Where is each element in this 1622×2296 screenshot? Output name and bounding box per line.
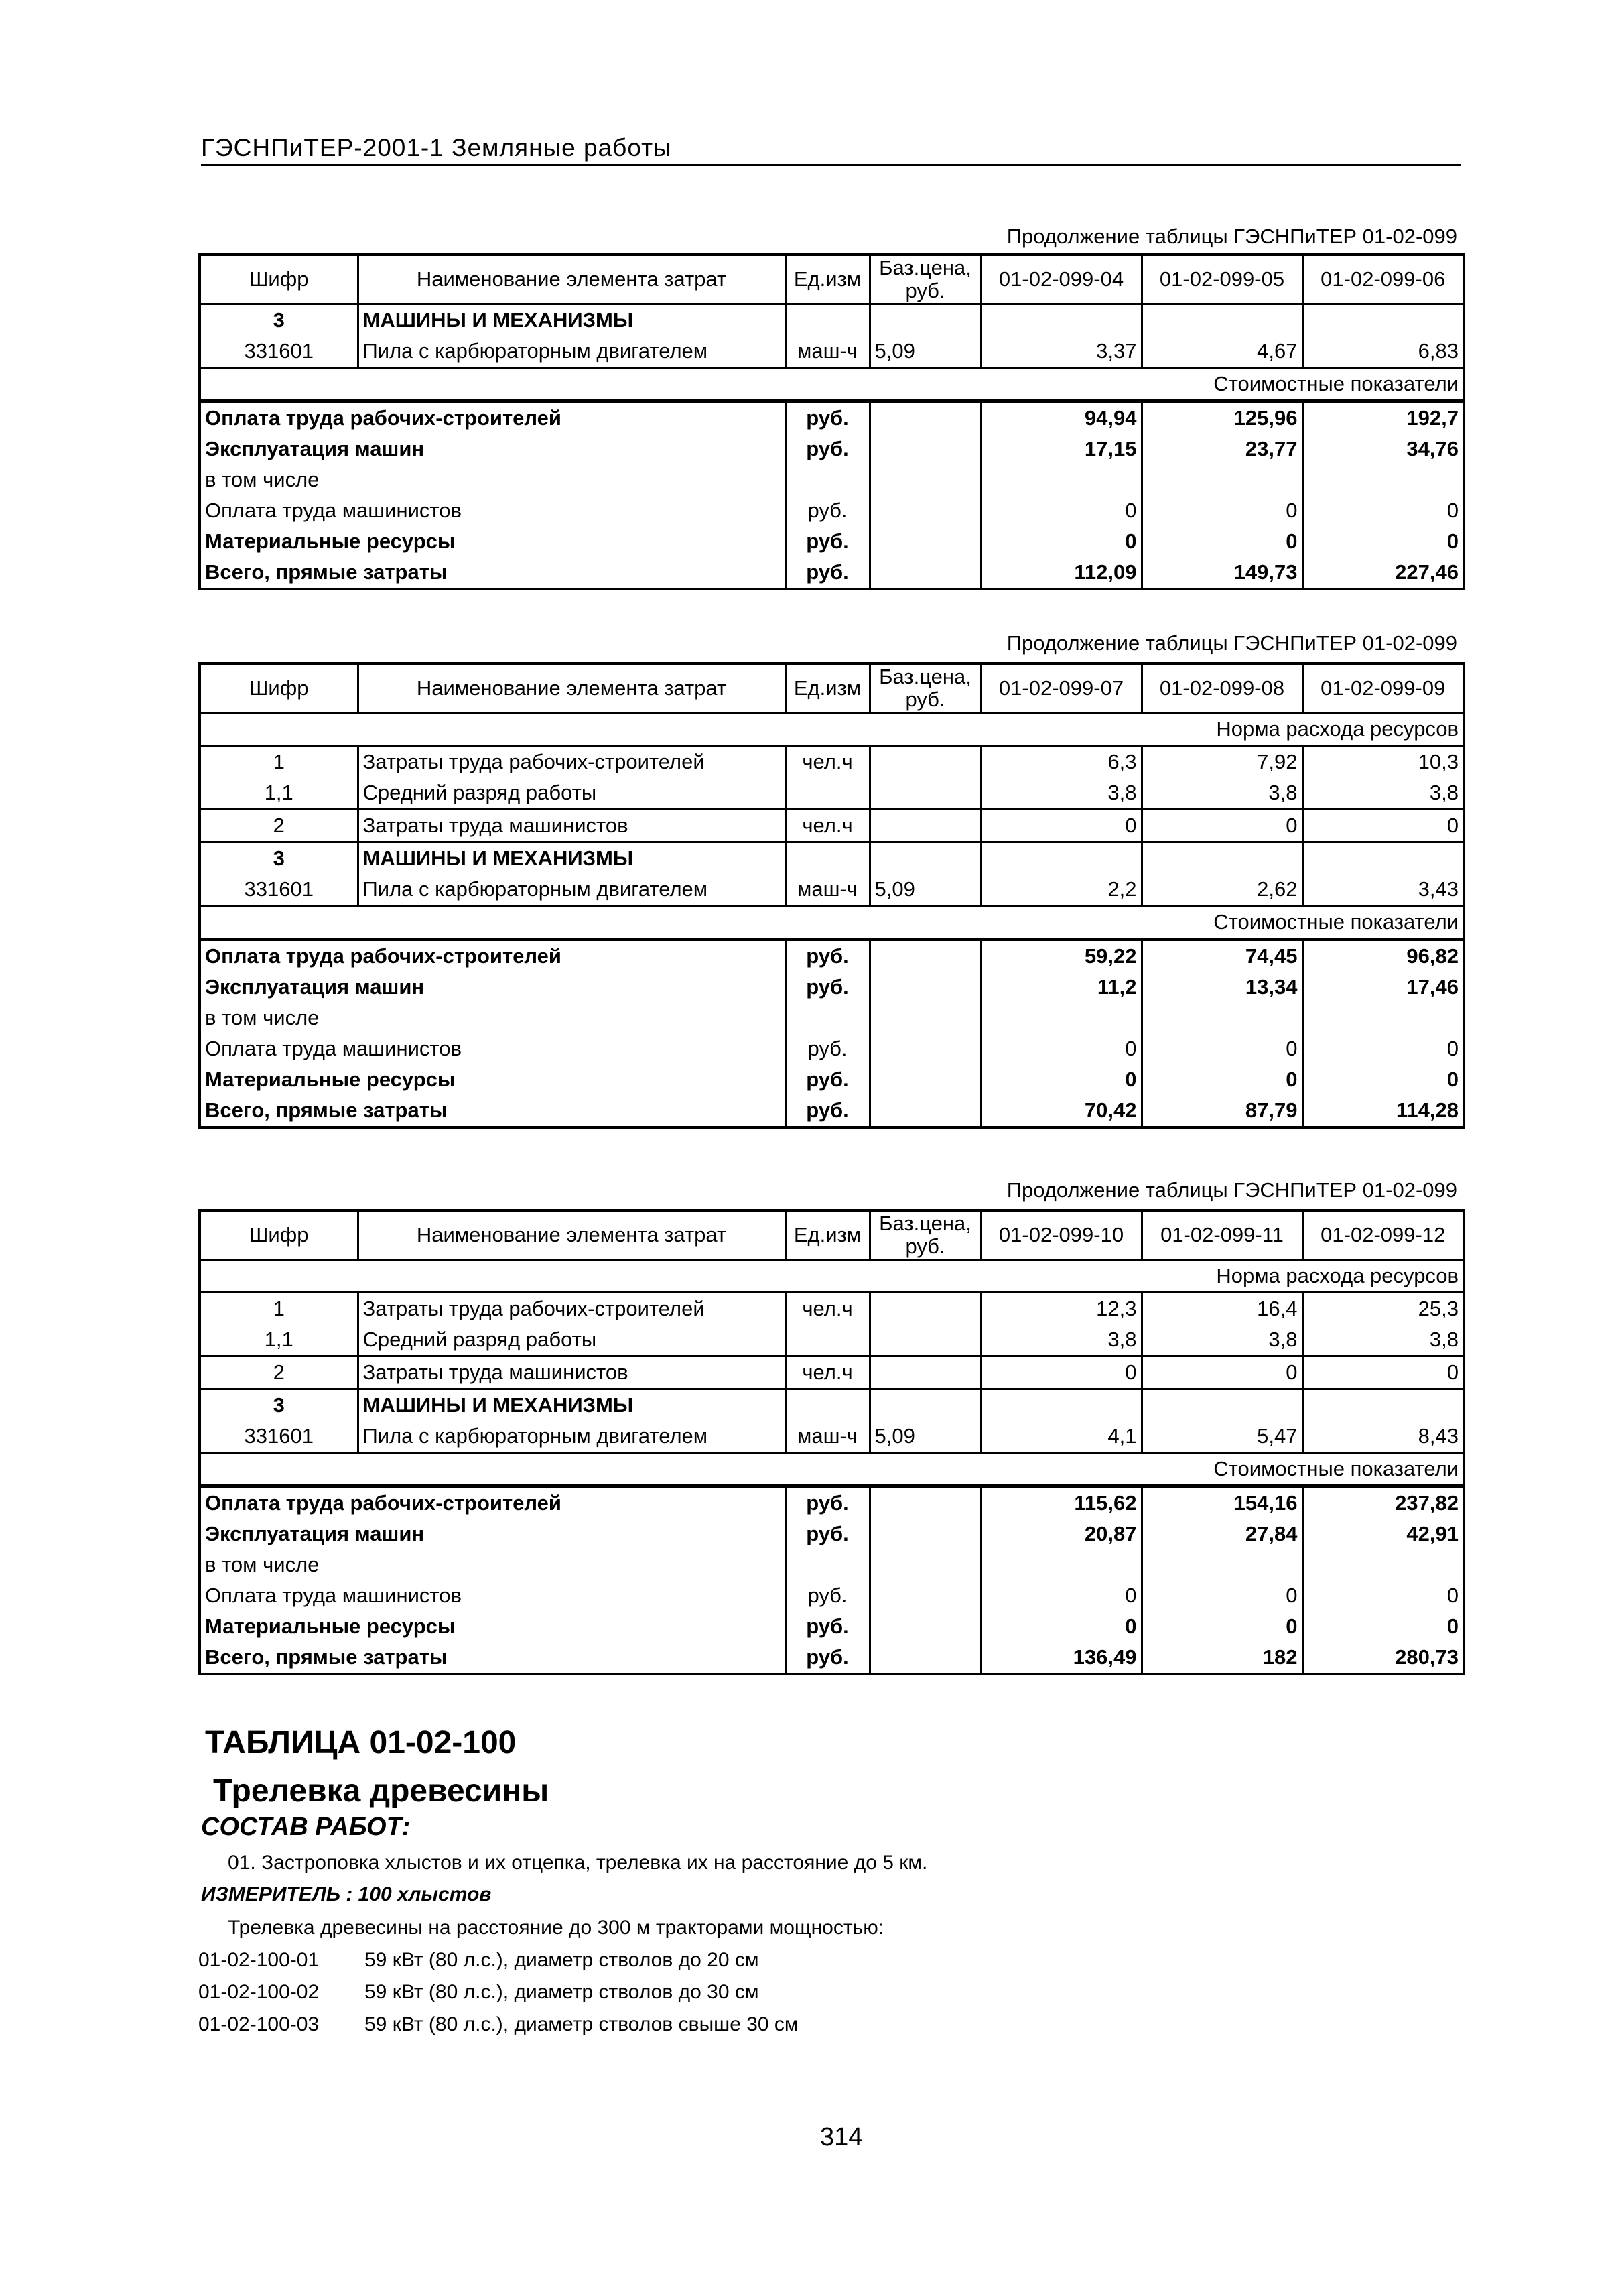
summary-row bbox=[200, 1642, 1464, 1674]
value-cell: 74,45 bbox=[1142, 940, 1302, 972]
name-cell: Пила с карбюраторным двигателем bbox=[358, 336, 785, 368]
section-row bbox=[200, 1260, 1464, 1293]
summary-name: Оплата труда рабочих-строителей bbox=[200, 940, 785, 972]
value-cell: 0 bbox=[981, 1580, 1142, 1611]
value-cell bbox=[1302, 1549, 1464, 1580]
table-row bbox=[200, 746, 1464, 778]
value-cell: 6,83 bbox=[1418, 339, 1459, 363]
value-cell bbox=[1302, 304, 1464, 336]
section-label: Стоимостные показатели bbox=[200, 906, 1464, 940]
value-cell: 0 bbox=[1302, 1356, 1464, 1389]
unit-cell: чел.ч bbox=[785, 1356, 870, 1389]
value-cell: 17,46 bbox=[1406, 975, 1459, 999]
header-name: Наименование элемента затрат bbox=[358, 663, 785, 713]
summary-row bbox=[200, 1519, 1464, 1549]
price-cell bbox=[870, 810, 981, 842]
code-cell: 1 bbox=[200, 746, 358, 778]
price-cell bbox=[870, 746, 981, 778]
value-cell: 0 bbox=[981, 1611, 1142, 1642]
header-price: Баз.цена, руб. bbox=[870, 255, 981, 304]
value-cell: 6,3 bbox=[981, 746, 1142, 778]
section-row bbox=[200, 1453, 1464, 1486]
code-cell: 331601 bbox=[200, 336, 358, 368]
item-text: 59 кВт (80 л.с.), диаметр стволов свыше 30 см bbox=[364, 2013, 799, 2035]
unit-cell: руб. bbox=[785, 1033, 870, 1064]
code-cell: 3 bbox=[200, 1389, 358, 1421]
value-cell: 3,43 bbox=[1418, 877, 1459, 901]
table-caption: Продолжение таблицы ГЭСНПиТЕР 01-02-099 bbox=[1006, 631, 1457, 655]
unit-cell: руб. bbox=[785, 495, 870, 526]
summary-name: Эксплуатация машин bbox=[200, 1519, 785, 1549]
summary-row bbox=[200, 1580, 1464, 1611]
value-cell: 0 bbox=[1142, 1033, 1302, 1064]
table-subtitle: Трелевка древесины bbox=[213, 1773, 549, 1809]
unit-cell: руб. bbox=[785, 1519, 870, 1549]
unit-cell: руб. bbox=[785, 1642, 870, 1674]
value-cell: 17,15 bbox=[981, 434, 1142, 464]
name-cell: МАШИНЫ И МЕХАНИЗМЫ bbox=[358, 304, 785, 336]
table-row bbox=[200, 810, 1464, 842]
price-cell bbox=[870, 1580, 981, 1611]
price-cell bbox=[870, 526, 981, 557]
summary-row bbox=[200, 434, 1464, 464]
header-col: 01-02-099-12 bbox=[1302, 1210, 1464, 1260]
value-cell: 227,46 bbox=[1395, 560, 1459, 584]
price-cell bbox=[870, 1293, 981, 1325]
value-cell: 114,28 bbox=[1396, 1098, 1459, 1122]
table-row bbox=[200, 1421, 1464, 1453]
value-cell: 23,77 bbox=[1142, 434, 1302, 464]
summary-row bbox=[200, 1549, 1464, 1580]
value-cell bbox=[1302, 464, 1464, 495]
table-caption: Продолжение таблицы ГЭСНПиТЕР 01-02-099 bbox=[1006, 225, 1457, 248]
unit-cell bbox=[785, 842, 870, 875]
unit-cell: маш-ч bbox=[785, 1421, 870, 1453]
table-row bbox=[200, 777, 1464, 810]
header-code: Шифр bbox=[200, 1210, 358, 1260]
value-cell: 125,96 bbox=[1142, 401, 1302, 434]
cost-table-1 bbox=[198, 253, 1465, 590]
name-cell: Затраты труда машинистов bbox=[358, 1356, 785, 1389]
price-cell bbox=[870, 1389, 981, 1421]
name-cell: Затраты труда рабочих-строителей bbox=[358, 746, 785, 778]
value-cell: 34,76 bbox=[1406, 437, 1459, 460]
value-cell: 0 bbox=[1142, 495, 1302, 526]
value-cell: 112,09 bbox=[981, 557, 1142, 589]
price-cell bbox=[870, 1486, 981, 1519]
unit-cell: руб. bbox=[785, 940, 870, 972]
summary-row bbox=[200, 1486, 1464, 1519]
unit-cell: чел.ч bbox=[785, 746, 870, 778]
norm-label: Норма расхода ресурсов bbox=[200, 1260, 1464, 1293]
value-cell: 3,8 bbox=[1429, 781, 1459, 804]
value-cell bbox=[981, 304, 1142, 336]
unit-cell bbox=[785, 777, 870, 810]
item-text: 59 кВт (80 л.с.), диаметр стволов до 30 см bbox=[364, 1981, 759, 2003]
value-cell: 0 bbox=[1446, 529, 1459, 553]
unit-cell: маш-ч bbox=[785, 336, 870, 368]
summary-row bbox=[200, 495, 1464, 526]
section-label: Стоимостные показатели bbox=[200, 1453, 1464, 1486]
code-cell: 1 bbox=[200, 1293, 358, 1325]
summary-name: Всего, прямые затраты bbox=[200, 557, 785, 589]
value-cell: 0 bbox=[1142, 1356, 1302, 1389]
summary-name: Всего, прямые затраты bbox=[200, 1095, 785, 1127]
name-cell: Средний разряд работы bbox=[358, 777, 785, 810]
value-cell: 182 bbox=[1142, 1642, 1302, 1674]
code-cell: 3 bbox=[200, 304, 358, 336]
value-cell bbox=[1302, 1003, 1464, 1033]
price-cell bbox=[870, 304, 981, 336]
table-row bbox=[200, 874, 1464, 906]
header-col: 01-02-099-04 bbox=[981, 255, 1142, 304]
summary-name: в том числе bbox=[200, 1003, 785, 1033]
summary-name: в том числе bbox=[200, 1549, 785, 1580]
value-cell: 25,3 bbox=[1418, 1297, 1459, 1320]
value-cell: 70,42 bbox=[981, 1095, 1142, 1127]
unit-cell: руб. bbox=[785, 526, 870, 557]
summary-name: Материальные ресурсы bbox=[200, 1064, 785, 1095]
summary-row bbox=[200, 526, 1464, 557]
item-code: 01-02-100-01 bbox=[198, 1949, 320, 1971]
header-col: 01-02-099-08 bbox=[1142, 663, 1302, 713]
value-cell: 0 bbox=[1446, 499, 1459, 522]
value-cell: 42,91 bbox=[1406, 1522, 1459, 1545]
summary-name: Оплата труда рабочих-строителей bbox=[200, 1486, 785, 1519]
value-cell: 13,34 bbox=[1142, 972, 1302, 1003]
value-cell bbox=[1302, 1389, 1464, 1421]
value-cell: 237,82 bbox=[1302, 1486, 1464, 1519]
value-cell: 0 bbox=[1142, 526, 1302, 557]
price-cell bbox=[870, 777, 981, 810]
value-cell: 4,67 bbox=[1142, 336, 1302, 368]
item-code: 01-02-100-02 bbox=[198, 1981, 320, 2003]
value-cell: 192,7 bbox=[1302, 401, 1464, 434]
value-cell bbox=[981, 842, 1142, 875]
unit-cell bbox=[785, 1549, 870, 1580]
summary-name: Оплата труда машинистов bbox=[200, 495, 785, 526]
table-caption: Продолжение таблицы ГЭСНПиТЕР 01-02-099 bbox=[1006, 1178, 1457, 1202]
value-cell: 115,62 bbox=[981, 1486, 1142, 1519]
summary-name: Оплата труда машинистов bbox=[200, 1580, 785, 1611]
value-cell: 0 bbox=[1142, 1611, 1302, 1642]
price-cell: 5,09 bbox=[870, 336, 981, 368]
value-cell bbox=[1142, 304, 1302, 336]
value-cell bbox=[981, 464, 1142, 495]
value-cell: 0 bbox=[981, 526, 1142, 557]
section-label: Стоимостные показатели bbox=[200, 368, 1464, 401]
unit-cell bbox=[785, 464, 870, 495]
value-cell: 7,92 bbox=[1142, 746, 1302, 778]
value-cell: 2,62 bbox=[1142, 874, 1302, 906]
value-cell: 3,8 bbox=[981, 777, 1142, 810]
summary-row bbox=[200, 1611, 1464, 1642]
price-cell bbox=[870, 1095, 981, 1127]
value-cell bbox=[981, 1389, 1142, 1421]
price-cell bbox=[870, 495, 981, 526]
unit-cell: руб. bbox=[785, 972, 870, 1003]
table-header-row bbox=[200, 1210, 1464, 1260]
table-row bbox=[200, 1389, 1464, 1421]
meter-line: ИЗМЕРИТЕЛЬ : 100 хлыстов bbox=[201, 1883, 492, 1905]
value-cell: 16,4 bbox=[1142, 1293, 1302, 1325]
value-cell: 3,8 bbox=[1142, 1324, 1302, 1356]
value-cell bbox=[1302, 842, 1464, 875]
header-name: Наименование элемента затрат bbox=[358, 1210, 785, 1260]
cost-table-2 bbox=[198, 662, 1465, 1129]
unit-cell: руб. bbox=[785, 1486, 870, 1519]
section-row bbox=[200, 906, 1464, 940]
header-col: 01-02-099-06 bbox=[1302, 255, 1464, 304]
price-cell: 5,09 bbox=[870, 874, 981, 906]
value-cell: 0 bbox=[1142, 810, 1302, 842]
header-code: Шифр bbox=[200, 663, 358, 713]
value-cell: 2,2 bbox=[981, 874, 1142, 906]
value-cell: 149,73 bbox=[1142, 557, 1302, 589]
name-cell: Пила с карбюраторным двигателем bbox=[358, 874, 785, 906]
item-text: 59 кВт (80 л.с.), диаметр стволов до 20 см bbox=[364, 1949, 759, 1971]
value-cell: 4,1 bbox=[981, 1421, 1142, 1453]
summary-name: Материальные ресурсы bbox=[200, 526, 785, 557]
header-code: Шифр bbox=[200, 255, 358, 304]
unit-cell: руб. bbox=[785, 1580, 870, 1611]
cost-table-3 bbox=[198, 1209, 1465, 1675]
name-cell: Пила с карбюраторным двигателем bbox=[358, 1421, 785, 1453]
summary-row bbox=[200, 940, 1464, 972]
unit-cell: руб. bbox=[785, 434, 870, 464]
value-cell bbox=[1142, 464, 1302, 495]
item-code: 01-02-100-03 bbox=[198, 2013, 320, 2035]
price-cell bbox=[870, 464, 981, 495]
code-cell: 2 bbox=[200, 1356, 358, 1389]
summary-row bbox=[200, 1095, 1464, 1127]
value-cell: 0 bbox=[1446, 1584, 1459, 1607]
value-cell bbox=[981, 1003, 1142, 1033]
value-cell bbox=[1142, 842, 1302, 875]
intro-line: Трелевка древесины на расстояние до 300 м тракторами мощностью: bbox=[228, 1917, 884, 1939]
value-cell bbox=[1142, 1549, 1302, 1580]
summary-row bbox=[200, 401, 1464, 434]
summary-name: Эксплуатация машин bbox=[200, 434, 785, 464]
value-cell: 0 bbox=[981, 810, 1142, 842]
table-row bbox=[200, 304, 1464, 336]
value-cell: 59,22 bbox=[981, 940, 1142, 972]
value-cell: 136,49 bbox=[981, 1642, 1142, 1674]
value-cell: 20,87 bbox=[981, 1519, 1142, 1549]
work-composition-heading: СОСТАВ РАБОТ: bbox=[201, 1813, 411, 1841]
unit-cell: чел.ч bbox=[785, 1293, 870, 1325]
table-row bbox=[200, 1293, 1464, 1325]
unit-cell: руб. bbox=[785, 401, 870, 434]
value-cell: 3,37 bbox=[981, 336, 1142, 368]
page-header: ГЭСНПиТЕР-2001-1 Земляные работы bbox=[201, 134, 1461, 166]
value-cell: 3,8 bbox=[1142, 777, 1302, 810]
value-cell bbox=[1142, 1003, 1302, 1033]
price-cell bbox=[870, 1611, 981, 1642]
unit-cell: руб. bbox=[785, 1095, 870, 1127]
summary-row bbox=[200, 972, 1464, 1003]
summary-name: Оплата труда рабочих-строителей bbox=[200, 401, 785, 434]
header-unit: Ед.изм bbox=[785, 1210, 870, 1260]
table-title: ТАБЛИЦА 01-02-100 bbox=[205, 1725, 517, 1761]
norm-label: Норма расхода ресурсов bbox=[200, 713, 1464, 746]
price-cell bbox=[870, 1356, 981, 1389]
value-cell: 3,8 bbox=[1429, 1328, 1459, 1351]
price-cell bbox=[870, 842, 981, 875]
header-name: Наименование элемента затрат bbox=[358, 255, 785, 304]
price-cell bbox=[870, 1064, 981, 1095]
header-price: Баз.цена, руб. bbox=[870, 663, 981, 713]
value-cell: 0 bbox=[1302, 810, 1464, 842]
page-number: 314 bbox=[820, 2123, 863, 2151]
value-cell: 280,73 bbox=[1395, 1645, 1459, 1669]
summary-name: Материальные ресурсы bbox=[200, 1611, 785, 1642]
value-cell: 0 bbox=[981, 495, 1142, 526]
value-cell: 11,2 bbox=[981, 972, 1142, 1003]
summary-row bbox=[200, 1033, 1464, 1064]
value-cell bbox=[1142, 1389, 1302, 1421]
summary-row bbox=[200, 1003, 1464, 1033]
value-cell: 0 bbox=[1446, 1068, 1459, 1091]
summary-name: Оплата труда машинистов bbox=[200, 1033, 785, 1064]
value-cell: 0 bbox=[1142, 1580, 1302, 1611]
table-header-row bbox=[200, 663, 1464, 713]
price-cell bbox=[870, 972, 981, 1003]
summary-name: в том числе bbox=[200, 464, 785, 495]
price-cell bbox=[870, 434, 981, 464]
value-cell: 8,43 bbox=[1418, 1424, 1459, 1448]
table-row bbox=[200, 336, 1464, 368]
value-cell: 96,82 bbox=[1302, 940, 1464, 972]
header-unit: Ед.изм bbox=[785, 663, 870, 713]
header-price: Баз.цена, руб. bbox=[870, 1210, 981, 1260]
name-cell: МАШИНЫ И МЕХАНИЗМЫ bbox=[358, 1389, 785, 1421]
value-cell: 94,94 bbox=[981, 401, 1142, 434]
value-cell: 154,16 bbox=[1142, 1486, 1302, 1519]
value-cell: 5,47 bbox=[1142, 1421, 1302, 1453]
work-item: 01. Застроповка хлыстов и их отцепка, трелевка их на расстояние до 5 км. bbox=[228, 1852, 928, 1874]
unit-cell bbox=[785, 304, 870, 336]
price-cell bbox=[870, 1642, 981, 1674]
value-cell: 0 bbox=[1446, 1037, 1459, 1060]
code-cell: 331601 bbox=[200, 874, 358, 906]
unit-cell bbox=[785, 1389, 870, 1421]
header-col: 01-02-099-09 bbox=[1302, 663, 1464, 713]
code-cell: 1,1 bbox=[200, 777, 358, 810]
value-cell: 0 bbox=[981, 1064, 1142, 1095]
unit-cell: чел.ч bbox=[785, 810, 870, 842]
unit-cell: руб. bbox=[785, 1064, 870, 1095]
price-cell bbox=[870, 401, 981, 434]
header-col: 01-02-099-11 bbox=[1142, 1210, 1302, 1260]
table-header-row bbox=[200, 255, 1464, 304]
price-cell: 5,09 bbox=[870, 1421, 981, 1453]
value-cell: 87,79 bbox=[1142, 1095, 1302, 1127]
name-cell: Средний разряд работы bbox=[358, 1324, 785, 1356]
unit-cell: маш-ч bbox=[785, 874, 870, 906]
name-cell: Затраты труда машинистов bbox=[358, 810, 785, 842]
section-row bbox=[200, 713, 1464, 746]
summary-row bbox=[200, 1064, 1464, 1095]
code-cell: 1,1 bbox=[200, 1324, 358, 1356]
code-cell: 331601 bbox=[200, 1421, 358, 1453]
summary-row bbox=[200, 464, 1464, 495]
code-cell: 3 bbox=[200, 842, 358, 875]
price-cell bbox=[870, 1003, 981, 1033]
header-unit: Ед.изм bbox=[785, 255, 870, 304]
value-cell: 3,8 bbox=[981, 1324, 1142, 1356]
value-cell: 0 bbox=[981, 1033, 1142, 1064]
header-col: 01-02-099-10 bbox=[981, 1210, 1142, 1260]
value-cell: 27,84 bbox=[1142, 1519, 1302, 1549]
header-col: 01-02-099-05 bbox=[1142, 255, 1302, 304]
value-cell: 0 bbox=[1446, 1614, 1459, 1638]
table-row bbox=[200, 842, 1464, 875]
unit-cell: руб. bbox=[785, 1611, 870, 1642]
unit-cell bbox=[785, 1324, 870, 1356]
value-cell: 12,3 bbox=[981, 1293, 1142, 1325]
price-cell bbox=[870, 1549, 981, 1580]
name-cell: Затраты труда рабочих-строителей bbox=[358, 1293, 785, 1325]
summary-name: Всего, прямые затраты bbox=[200, 1642, 785, 1674]
value-cell: 0 bbox=[981, 1356, 1142, 1389]
unit-cell: руб. bbox=[785, 557, 870, 589]
table-row bbox=[200, 1356, 1464, 1389]
price-cell bbox=[870, 557, 981, 589]
header-col: 01-02-099-07 bbox=[981, 663, 1142, 713]
summary-name: Эксплуатация машин bbox=[200, 972, 785, 1003]
value-cell bbox=[981, 1549, 1142, 1580]
price-cell bbox=[870, 1519, 981, 1549]
value-cell: 0 bbox=[1142, 1064, 1302, 1095]
unit-cell bbox=[785, 1003, 870, 1033]
price-cell bbox=[870, 940, 981, 972]
summary-row bbox=[200, 557, 1464, 589]
code-cell: 2 bbox=[200, 810, 358, 842]
name-cell: МАШИНЫ И МЕХАНИЗМЫ bbox=[358, 842, 785, 875]
section-row bbox=[200, 368, 1464, 401]
table-row bbox=[200, 1324, 1464, 1356]
price-cell bbox=[870, 1324, 981, 1356]
value-cell: 10,3 bbox=[1418, 750, 1459, 773]
price-cell bbox=[870, 1033, 981, 1064]
